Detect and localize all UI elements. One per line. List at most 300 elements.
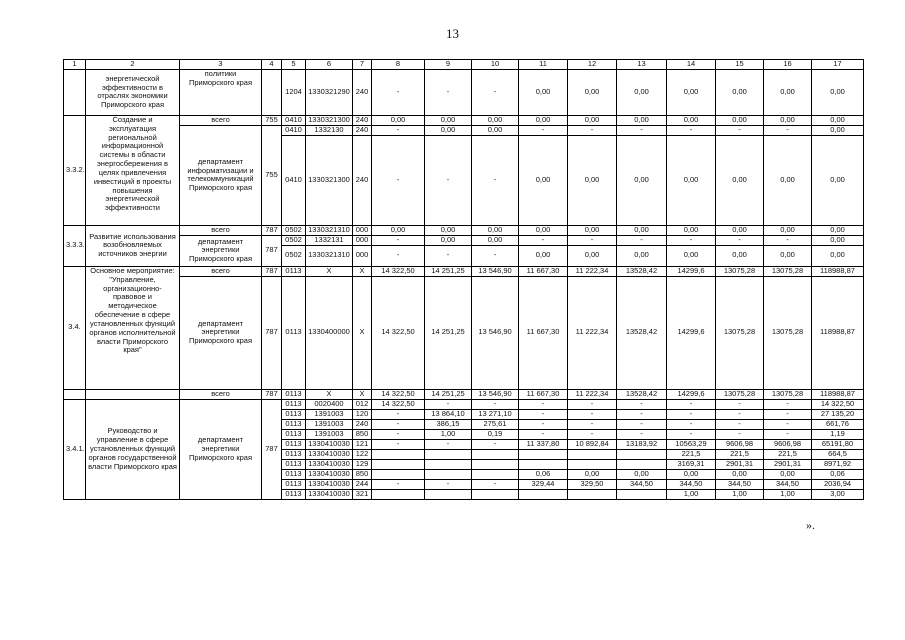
column-header: 5 bbox=[282, 60, 306, 70]
section-code-cell: 0113 bbox=[282, 419, 306, 429]
amount-cell: 0,00 bbox=[716, 69, 764, 115]
executor-cell: департамент энергетики Приморского края bbox=[180, 235, 262, 266]
section-code-cell: 0113 bbox=[282, 266, 306, 276]
amount-cell: 11 222,34 bbox=[568, 266, 617, 276]
amount-cell: - bbox=[716, 235, 764, 245]
amount-cell: 0,00 bbox=[425, 225, 472, 235]
grbs-code-cell: 755 bbox=[262, 115, 282, 125]
section-code-cell: 0410 bbox=[282, 125, 306, 135]
amount-cell bbox=[617, 459, 667, 469]
amount-cell: - bbox=[472, 399, 519, 409]
amount-cell: - bbox=[568, 409, 617, 419]
grbs-code-cell: 755 bbox=[262, 125, 282, 225]
amount-cell: - bbox=[764, 419, 812, 429]
section-code-cell: 0502 bbox=[282, 225, 306, 235]
amount-cell bbox=[425, 459, 472, 469]
expense-type-cell: 850 bbox=[353, 429, 372, 439]
amount-cell: 0,00 bbox=[568, 115, 617, 125]
amount-cell: - bbox=[764, 399, 812, 409]
amount-cell: 14299,6 bbox=[667, 389, 716, 399]
section-code-cell: 0113 bbox=[282, 479, 306, 489]
amount-cell bbox=[472, 459, 519, 469]
amount-cell: 344,50 bbox=[716, 479, 764, 489]
amount-cell: 0,00 bbox=[764, 69, 812, 115]
executor-cell: департамент информатизации и телекоммуникаций Приморского края bbox=[180, 125, 262, 225]
section-code-cell: 0502 bbox=[282, 235, 306, 245]
amount-cell: 0,00 bbox=[617, 245, 667, 266]
expense-type-cell: 240 bbox=[353, 125, 372, 135]
item-name-cell: энергетической эффективности в отраслях экономики Приморского края bbox=[86, 69, 180, 115]
expense-type-cell: 850 bbox=[353, 469, 372, 479]
amount-cell: 0,00 bbox=[568, 469, 617, 479]
amount-cell: 1,00 bbox=[667, 489, 716, 499]
amount-cell: 0,00 bbox=[764, 115, 812, 125]
column-header: 2 bbox=[86, 60, 180, 70]
amount-cell: - bbox=[617, 419, 667, 429]
amount-cell: 13075,28 bbox=[716, 389, 764, 399]
amount-cell: 0,00 bbox=[617, 115, 667, 125]
amount-cell: 386,15 bbox=[425, 419, 472, 429]
target-article-cell: 1330410030 bbox=[306, 449, 353, 459]
amount-cell: - bbox=[568, 429, 617, 439]
amount-cell: 0,00 bbox=[519, 115, 568, 125]
section-code-cell: 1204 bbox=[282, 69, 306, 115]
amount-cell: 0,00 bbox=[716, 245, 764, 266]
amount-cell: 0,00 bbox=[812, 235, 864, 245]
section-code-cell: 0113 bbox=[282, 276, 306, 389]
amount-cell: 14 322,50 bbox=[372, 276, 425, 389]
amount-cell: 0,00 bbox=[617, 469, 667, 479]
amount-cell: 329,44 bbox=[519, 479, 568, 489]
amount-cell: - bbox=[472, 439, 519, 449]
amount-cell: 0,00 bbox=[372, 115, 425, 125]
expense-type-cell: 321 bbox=[353, 489, 372, 499]
amount-cell: 0,00 bbox=[764, 225, 812, 235]
amount-cell: - bbox=[667, 409, 716, 419]
amount-cell: 344,50 bbox=[617, 479, 667, 489]
amount-cell: 664,5 bbox=[812, 449, 864, 459]
amount-cell bbox=[372, 459, 425, 469]
target-article-cell: 1391003 bbox=[306, 419, 353, 429]
amount-cell: 1,00 bbox=[425, 429, 472, 439]
amount-cell bbox=[425, 489, 472, 499]
amount-cell: 14 322,50 bbox=[372, 266, 425, 276]
grbs-code-cell: 787 bbox=[262, 225, 282, 235]
amount-cell: 2036,94 bbox=[812, 479, 864, 489]
section-code-cell: 0113 bbox=[282, 459, 306, 469]
amount-cell: 1,00 bbox=[716, 489, 764, 499]
expense-type-cell: X bbox=[353, 389, 372, 399]
amount-cell: - bbox=[568, 125, 617, 135]
amount-cell: 11 667,30 bbox=[519, 276, 568, 389]
amount-cell: 14 322,50 bbox=[812, 399, 864, 409]
section-code-cell: 0113 bbox=[282, 429, 306, 439]
amount-cell: 1,00 bbox=[764, 489, 812, 499]
amount-cell: 14 251,25 bbox=[425, 389, 472, 399]
column-header: 10 bbox=[472, 60, 519, 70]
target-article-cell: 1330410030 bbox=[306, 479, 353, 489]
amount-cell: - bbox=[372, 429, 425, 439]
expense-type-cell: 244 bbox=[353, 479, 372, 489]
target-article-cell: 1330410030 bbox=[306, 459, 353, 469]
amount-cell: - bbox=[519, 235, 568, 245]
target-article-cell: 1330321300 bbox=[306, 135, 353, 225]
target-article-cell: 1391003 bbox=[306, 429, 353, 439]
column-header: 15 bbox=[716, 60, 764, 70]
target-article-cell: 1330321310 bbox=[306, 245, 353, 266]
amount-cell bbox=[372, 449, 425, 459]
budget-table bbox=[63, 59, 864, 500]
grbs-code-cell: 787 bbox=[262, 399, 282, 499]
executor-cell: департамент энергетики Приморского края bbox=[180, 276, 262, 389]
amount-cell: 10563,29 bbox=[667, 439, 716, 449]
table-row bbox=[64, 276, 864, 389]
amount-cell: - bbox=[425, 245, 472, 266]
amount-cell: - bbox=[519, 429, 568, 439]
table-row bbox=[64, 399, 864, 409]
amount-cell: 0,00 bbox=[764, 469, 812, 479]
amount-cell: - bbox=[568, 235, 617, 245]
amount-cell: - bbox=[667, 399, 716, 409]
amount-cell: - bbox=[472, 479, 519, 489]
amount-cell: 0,00 bbox=[568, 135, 617, 225]
amount-cell: - bbox=[472, 69, 519, 115]
column-header: 12 bbox=[568, 60, 617, 70]
grbs-code-cell: 787 bbox=[262, 235, 282, 266]
amount-cell: 118988,87 bbox=[812, 389, 864, 399]
amount-cell: - bbox=[617, 125, 667, 135]
column-header: 4 bbox=[262, 60, 282, 70]
amount-cell: - bbox=[425, 399, 472, 409]
amount-cell: - bbox=[372, 69, 425, 115]
amount-cell bbox=[472, 449, 519, 459]
expense-type-cell: 120 bbox=[353, 409, 372, 419]
amount-cell: 11 337,80 bbox=[519, 439, 568, 449]
amount-cell: 13 546,90 bbox=[472, 276, 519, 389]
amount-cell: 329,50 bbox=[568, 479, 617, 489]
amount-cell: 0,19 bbox=[472, 429, 519, 439]
amount-cell: - bbox=[667, 125, 716, 135]
amount-cell: 0,00 bbox=[812, 245, 864, 266]
amount-cell: - bbox=[372, 439, 425, 449]
amount-cell: - bbox=[425, 479, 472, 489]
section-code-cell: 0502 bbox=[282, 245, 306, 266]
amount-cell: 0,00 bbox=[372, 225, 425, 235]
amount-cell: 14 251,25 bbox=[425, 276, 472, 389]
amount-cell: - bbox=[716, 429, 764, 439]
amount-cell: 13528,42 bbox=[617, 389, 667, 399]
amount-cell: 0,00 bbox=[667, 69, 716, 115]
amount-cell: - bbox=[764, 429, 812, 439]
amount-cell: 0,00 bbox=[667, 245, 716, 266]
column-header: 17 bbox=[812, 60, 864, 70]
amount-cell: 0,00 bbox=[716, 469, 764, 479]
amount-cell: - bbox=[519, 399, 568, 409]
amount-cell: 2901,31 bbox=[716, 459, 764, 469]
section-code-cell: 0113 bbox=[282, 449, 306, 459]
page-number: 13 bbox=[446, 26, 459, 41]
section-code-cell: 0113 bbox=[282, 399, 306, 409]
amount-cell: 0,00 bbox=[472, 115, 519, 125]
grbs-code-cell: 787 bbox=[262, 389, 282, 399]
target-article-cell: 1330410030 bbox=[306, 469, 353, 479]
amount-cell bbox=[472, 469, 519, 479]
amount-cell: - bbox=[617, 429, 667, 439]
target-article-cell: X bbox=[306, 266, 353, 276]
amount-cell: 14299,6 bbox=[667, 276, 716, 389]
amount-cell: 13075,28 bbox=[764, 276, 812, 389]
item-name-cell: Руководство и управление в сфере установленных функций органов государственной власти Приморского края bbox=[86, 399, 180, 499]
amount-cell: - bbox=[716, 399, 764, 409]
amount-cell: 0,06 bbox=[812, 469, 864, 479]
table-row bbox=[64, 69, 864, 115]
amount-cell: 14 322,50 bbox=[372, 389, 425, 399]
amount-cell: - bbox=[519, 419, 568, 429]
amount-cell: - bbox=[372, 235, 425, 245]
amount-cell: 13528,42 bbox=[617, 266, 667, 276]
amount-cell: 0,00 bbox=[667, 469, 716, 479]
target-article-cell: 1330321310 bbox=[306, 225, 353, 235]
section-code-cell: 0113 bbox=[282, 409, 306, 419]
amount-cell: 13528,42 bbox=[617, 276, 667, 389]
section-code-cell: 0410 bbox=[282, 135, 306, 225]
section-code-cell: 0113 bbox=[282, 389, 306, 399]
amount-cell: 0,00 bbox=[764, 135, 812, 225]
amount-cell: 0,00 bbox=[667, 135, 716, 225]
column-header: 1 bbox=[64, 60, 86, 70]
amount-cell: 13 864,10 bbox=[425, 409, 472, 419]
amount-cell bbox=[519, 449, 568, 459]
amount-cell: 0,00 bbox=[667, 225, 716, 235]
amount-cell: 13075,28 bbox=[716, 276, 764, 389]
table-row bbox=[64, 125, 864, 135]
grbs-code-cell: 787 bbox=[262, 266, 282, 276]
amount-cell: 1,19 bbox=[812, 429, 864, 439]
amount-cell: 11 667,30 bbox=[519, 266, 568, 276]
amount-cell: 0,00 bbox=[425, 115, 472, 125]
column-header: 3 bbox=[180, 60, 262, 70]
target-article-cell: 1332131 bbox=[306, 235, 353, 245]
total-label-cell: всего bbox=[180, 389, 262, 399]
expense-type-cell: X bbox=[353, 276, 372, 389]
grbs-code-cell: 787 bbox=[262, 276, 282, 389]
amount-cell bbox=[519, 459, 568, 469]
expense-type-cell: 122 bbox=[353, 449, 372, 459]
expense-type-cell: X bbox=[353, 266, 372, 276]
expense-type-cell: 000 bbox=[353, 225, 372, 235]
amount-cell: 0,00 bbox=[425, 235, 472, 245]
amount-cell: 27 135,20 bbox=[812, 409, 864, 419]
total-label-cell: всего bbox=[180, 266, 262, 276]
section-code-cell: 0113 bbox=[282, 489, 306, 499]
amount-cell: 10 892,84 bbox=[568, 439, 617, 449]
expense-type-cell: 000 bbox=[353, 245, 372, 266]
amount-cell bbox=[519, 489, 568, 499]
amount-cell: 0,00 bbox=[519, 135, 568, 225]
amount-cell: 9606,98 bbox=[716, 439, 764, 449]
amount-cell: - bbox=[372, 419, 425, 429]
amount-cell: - bbox=[372, 479, 425, 489]
amount-cell: - bbox=[667, 419, 716, 429]
amount-cell: - bbox=[764, 409, 812, 419]
item-number-cell bbox=[64, 389, 86, 399]
target-article-cell: 1391003 bbox=[306, 409, 353, 419]
amount-cell bbox=[372, 489, 425, 499]
amount-cell: 344,50 bbox=[764, 479, 812, 489]
table-row bbox=[64, 389, 864, 399]
target-article-cell: 1330321300 bbox=[306, 115, 353, 125]
amount-cell: - bbox=[716, 419, 764, 429]
item-name-cell: Создание и эксплуатация региональной информационной системы в области энергосбережения в целях привлечения инвестиций в проекты повышения энергетической эффективности bbox=[86, 115, 180, 225]
amount-cell: 3,00 bbox=[812, 489, 864, 499]
amount-cell: - bbox=[519, 409, 568, 419]
amount-cell: 13 546,90 bbox=[472, 266, 519, 276]
amount-cell: 0,00 bbox=[425, 125, 472, 135]
column-header: 7 bbox=[353, 60, 372, 70]
amount-cell: - bbox=[425, 69, 472, 115]
amount-cell: 14299,6 bbox=[667, 266, 716, 276]
amount-cell: 0,06 bbox=[519, 469, 568, 479]
amount-cell: 11 667,30 bbox=[519, 389, 568, 399]
item-number-cell bbox=[64, 69, 86, 115]
amount-cell: 0,00 bbox=[617, 135, 667, 225]
amount-cell: 0,00 bbox=[716, 115, 764, 125]
amount-cell: - bbox=[472, 245, 519, 266]
item-name-cell: Развитие использования возобновляемых источников энергии bbox=[86, 225, 180, 266]
target-article-cell: 1330321290 bbox=[306, 69, 353, 115]
amount-cell: 13075,28 bbox=[764, 266, 812, 276]
column-header: 9 bbox=[425, 60, 472, 70]
closing-quote-mark: ». bbox=[806, 518, 815, 532]
header-row bbox=[64, 60, 864, 70]
expense-type-cell: 240 bbox=[353, 135, 372, 225]
amount-cell: 0,00 bbox=[617, 69, 667, 115]
executor-cell: политики Приморского края bbox=[180, 69, 262, 115]
amount-cell: - bbox=[617, 399, 667, 409]
amount-cell: 0,00 bbox=[519, 69, 568, 115]
section-code-cell: 0113 bbox=[282, 439, 306, 449]
amount-cell: 13183,92 bbox=[617, 439, 667, 449]
amount-cell: 0,00 bbox=[812, 115, 864, 125]
amount-cell bbox=[425, 449, 472, 459]
amount-cell: 14 251,25 bbox=[425, 266, 472, 276]
amount-cell: 0,00 bbox=[472, 225, 519, 235]
amount-cell: - bbox=[764, 125, 812, 135]
item-number-cell: 3.3.2. bbox=[64, 115, 86, 225]
amount-cell: 9606,98 bbox=[764, 439, 812, 449]
amount-cell: 14 322,50 bbox=[372, 399, 425, 409]
amount-cell: - bbox=[667, 429, 716, 439]
amount-cell: 0,00 bbox=[812, 125, 864, 135]
expense-type-cell: 240 bbox=[353, 115, 372, 125]
amount-cell: 13 546,90 bbox=[472, 389, 519, 399]
amount-cell: - bbox=[519, 125, 568, 135]
table-row bbox=[64, 225, 864, 235]
amount-cell: 3169,31 bbox=[667, 459, 716, 469]
amount-cell bbox=[472, 489, 519, 499]
amount-cell: 2901,31 bbox=[764, 459, 812, 469]
amount-cell: - bbox=[372, 125, 425, 135]
amount-cell: - bbox=[372, 135, 425, 225]
item-name-cell bbox=[86, 389, 180, 399]
item-name-cell: Основное мероприятие: "Управление, организационно-правовое и методическое обеспечение в сфере установленных функций органов исполнительной власти Приморского края" bbox=[86, 266, 180, 389]
amount-cell: 0,00 bbox=[764, 245, 812, 266]
amount-cell: 118988,87 bbox=[812, 276, 864, 389]
amount-cell: - bbox=[568, 419, 617, 429]
item-number-cell: 3.4.1. bbox=[64, 399, 86, 499]
column-header: 16 bbox=[764, 60, 812, 70]
amount-cell: 13075,28 bbox=[764, 389, 812, 399]
item-number-cell: 3.3.3. bbox=[64, 225, 86, 266]
expense-type-cell: 240 bbox=[353, 69, 372, 115]
target-article-cell: 0020400 bbox=[306, 399, 353, 409]
amount-cell: 0,00 bbox=[519, 245, 568, 266]
amount-cell: - bbox=[617, 235, 667, 245]
amount-cell: - bbox=[764, 235, 812, 245]
total-label-cell: всего bbox=[180, 225, 262, 235]
amount-cell: 0,00 bbox=[716, 135, 764, 225]
amount-cell: - bbox=[617, 409, 667, 419]
amount-cell: 0,00 bbox=[812, 225, 864, 235]
amount-cell: 11 222,34 bbox=[568, 276, 617, 389]
amount-cell bbox=[568, 459, 617, 469]
table-row bbox=[64, 235, 864, 245]
amount-cell bbox=[617, 489, 667, 499]
amount-cell: 13 271,10 bbox=[472, 409, 519, 419]
amount-cell: 0,00 bbox=[568, 225, 617, 235]
amount-cell: - bbox=[372, 245, 425, 266]
amount-cell: - bbox=[372, 409, 425, 419]
amount-cell: 275,61 bbox=[472, 419, 519, 429]
expense-type-cell: 121 bbox=[353, 439, 372, 449]
amount-cell: 0,00 bbox=[617, 225, 667, 235]
table-row bbox=[64, 115, 864, 125]
amount-cell: - bbox=[425, 135, 472, 225]
amount-cell: 65191,80 bbox=[812, 439, 864, 449]
target-article-cell: 1330410030 bbox=[306, 439, 353, 449]
amount-cell: 0,00 bbox=[667, 115, 716, 125]
amount-cell: 0,00 bbox=[519, 225, 568, 235]
amount-cell: 221,5 bbox=[716, 449, 764, 459]
grbs-code-cell bbox=[262, 69, 282, 115]
amount-cell bbox=[568, 489, 617, 499]
amount-cell: 0,00 bbox=[812, 135, 864, 225]
total-label-cell: всего bbox=[180, 115, 262, 125]
column-header: 13 bbox=[617, 60, 667, 70]
amount-cell: 0,00 bbox=[568, 245, 617, 266]
expense-type-cell: 240 bbox=[353, 419, 372, 429]
amount-cell: 0,00 bbox=[812, 69, 864, 115]
amount-cell: - bbox=[568, 399, 617, 409]
amount-cell: 221,5 bbox=[764, 449, 812, 459]
target-article-cell: 1330410030 bbox=[306, 489, 353, 499]
amount-cell bbox=[617, 449, 667, 459]
amount-cell: - bbox=[472, 135, 519, 225]
item-number-cell: 3.4. bbox=[64, 266, 86, 389]
amount-cell: 344,50 bbox=[667, 479, 716, 489]
amount-cell bbox=[568, 449, 617, 459]
amount-cell: 221,5 bbox=[667, 449, 716, 459]
amount-cell: 8971,92 bbox=[812, 459, 864, 469]
section-code-cell: 0113 bbox=[282, 469, 306, 479]
amount-cell: 118988,87 bbox=[812, 266, 864, 276]
column-header: 14 bbox=[667, 60, 716, 70]
column-header: 8 bbox=[372, 60, 425, 70]
target-article-cell: 1332130 bbox=[306, 125, 353, 135]
expense-type-cell: 012 bbox=[353, 399, 372, 409]
amount-cell bbox=[425, 469, 472, 479]
section-code-cell: 0410 bbox=[282, 115, 306, 125]
